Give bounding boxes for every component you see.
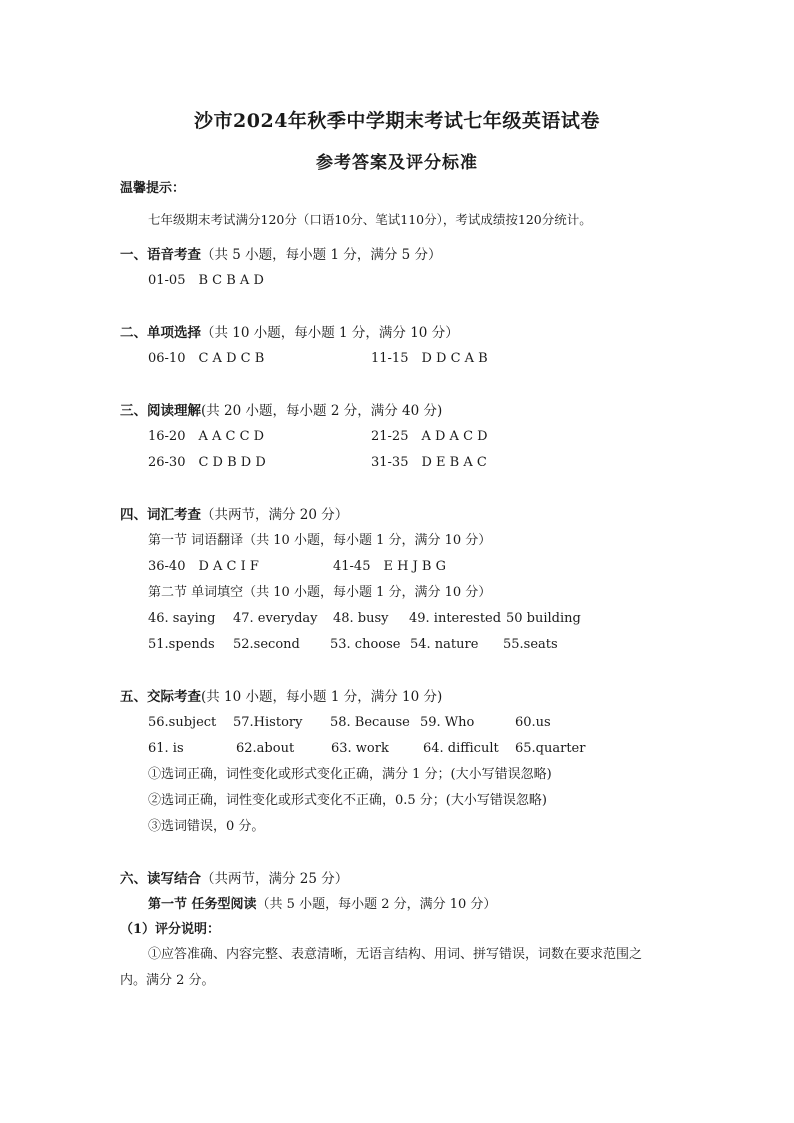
answer-65: 65.quarter: [515, 741, 586, 756]
answer-31-35: 31-35 D E B A C: [371, 455, 487, 470]
section-5-title: 五、交际考查: [120, 689, 201, 705]
section-2-title: 二、单项选择: [120, 325, 201, 341]
scoring-line-2: 内。满分 2 分。: [120, 973, 215, 988]
answer-01-05: 01-05 B C B A D: [148, 273, 264, 288]
answer-50: 50 building: [506, 611, 581, 626]
section-4-part-2: 第二节 单词填空（共 10 小题，每小题 1 分，满分 10 分）: [148, 585, 492, 600]
section-1-note: （共 5 小题，每小题 1 分，满分 5 分）: [201, 247, 442, 263]
answer-63: 63. work: [331, 741, 389, 756]
section-5-heading: [120, 689, 442, 705]
answer-26-30: 26-30 C D B D D: [148, 455, 266, 470]
answer-36-40: 36-40 D A C I F: [148, 559, 259, 574]
section-3-title: 三、阅读理解: [120, 403, 201, 419]
answer-55: 55.seats: [503, 637, 558, 652]
answer-56: 56.subject: [148, 715, 217, 730]
answer-49: 49. interested: [409, 611, 502, 626]
section-6-part-1-note: （共 5 小题，每小题 2 分，满分 10 分）: [256, 897, 497, 912]
document-title: 沙市2024年秋季中学期末考试七年级英语试卷: [194, 110, 600, 132]
section-3-note: (共 20 小题，每小题 2 分，满分 40 分): [201, 403, 443, 419]
answer-58: 58. Because: [330, 715, 410, 730]
answer-54: 54. nature: [410, 637, 479, 652]
answer-62: 62.about: [236, 741, 295, 756]
scoring-head: （1）评分说明：: [120, 922, 221, 937]
section-6-note: （共两节，满分 25 分）: [201, 871, 349, 887]
answer-61: 61. is: [148, 741, 184, 756]
tip-text: 七年级期末考试满分120分（口语10分、笔试110分），考试成绩按120分统计。: [148, 212, 592, 227]
section-5-note: (共 10 小题，每小题 1 分，满分 10 分): [201, 689, 443, 705]
section-4-note: （共两节，满分 20 分）: [201, 507, 349, 523]
answer-57: 57.History: [233, 715, 303, 730]
answer-48: 48. busy: [333, 611, 389, 626]
answer-52: 52.second: [233, 637, 300, 652]
section-4-part-1: 第一节 词语翻译（共 10 小题，每小题 1 分，满分 10 分）: [148, 533, 492, 548]
section-1-heading: [120, 247, 442, 263]
section-6-title: 六、读写结合: [120, 871, 201, 887]
section-2-note: （共 10 小题，每小题 1 分，满分 10 分）: [201, 325, 459, 341]
answer-64: 64. difficult: [423, 741, 499, 756]
section-6-heading: [120, 871, 348, 887]
section-3-heading: [120, 403, 442, 419]
answer-41-45: 41-45 E H J B G: [333, 559, 446, 574]
document-subtitle: 参考答案及评分标准: [316, 153, 478, 173]
answer-59: 59. Who: [420, 715, 475, 730]
answer-53: 53. choose: [330, 637, 401, 652]
section-4-title: 四、词汇考查: [120, 507, 201, 523]
section-1-title: 一、语音考查: [120, 247, 201, 263]
answer-21-25: 21-25 A D A C D: [371, 429, 488, 444]
answer-60: 60.us: [515, 715, 551, 730]
answer-46: 46. saying: [148, 611, 216, 626]
scoring-rule-1: ①选词正确，词性变化或形式变化正确，满分 1 分；(大小写错误忽略): [148, 767, 552, 782]
section-2-heading: [120, 325, 459, 341]
section-4-heading: [120, 507, 348, 523]
section-6-part-1: [148, 897, 496, 913]
answer-16-20: 16-20 A A C C D: [148, 429, 265, 444]
scoring-rule-3: ③选词错误，0 分。: [148, 819, 265, 834]
answer-47: 47. everyday: [233, 611, 318, 626]
answer-11-15: 11-15 D D C A B: [371, 351, 488, 366]
answer-06-10: 06-10 C A D C B: [148, 351, 265, 366]
tip-heading: 温馨提示：: [120, 181, 186, 196]
scoring-rule-2: ②选词正确，词性变化或形式变化不正确，0.5 分；(大小写错误忽略): [148, 793, 547, 808]
section-6-part-1-label: 第一节 任务型阅读: [148, 897, 257, 912]
answer-51: 51.spends: [148, 637, 215, 652]
scoring-line-1: ①应答准确、内容完整、表意清晰，无语言结构、用词、拼写错误，词数在要求范围之: [148, 947, 643, 962]
